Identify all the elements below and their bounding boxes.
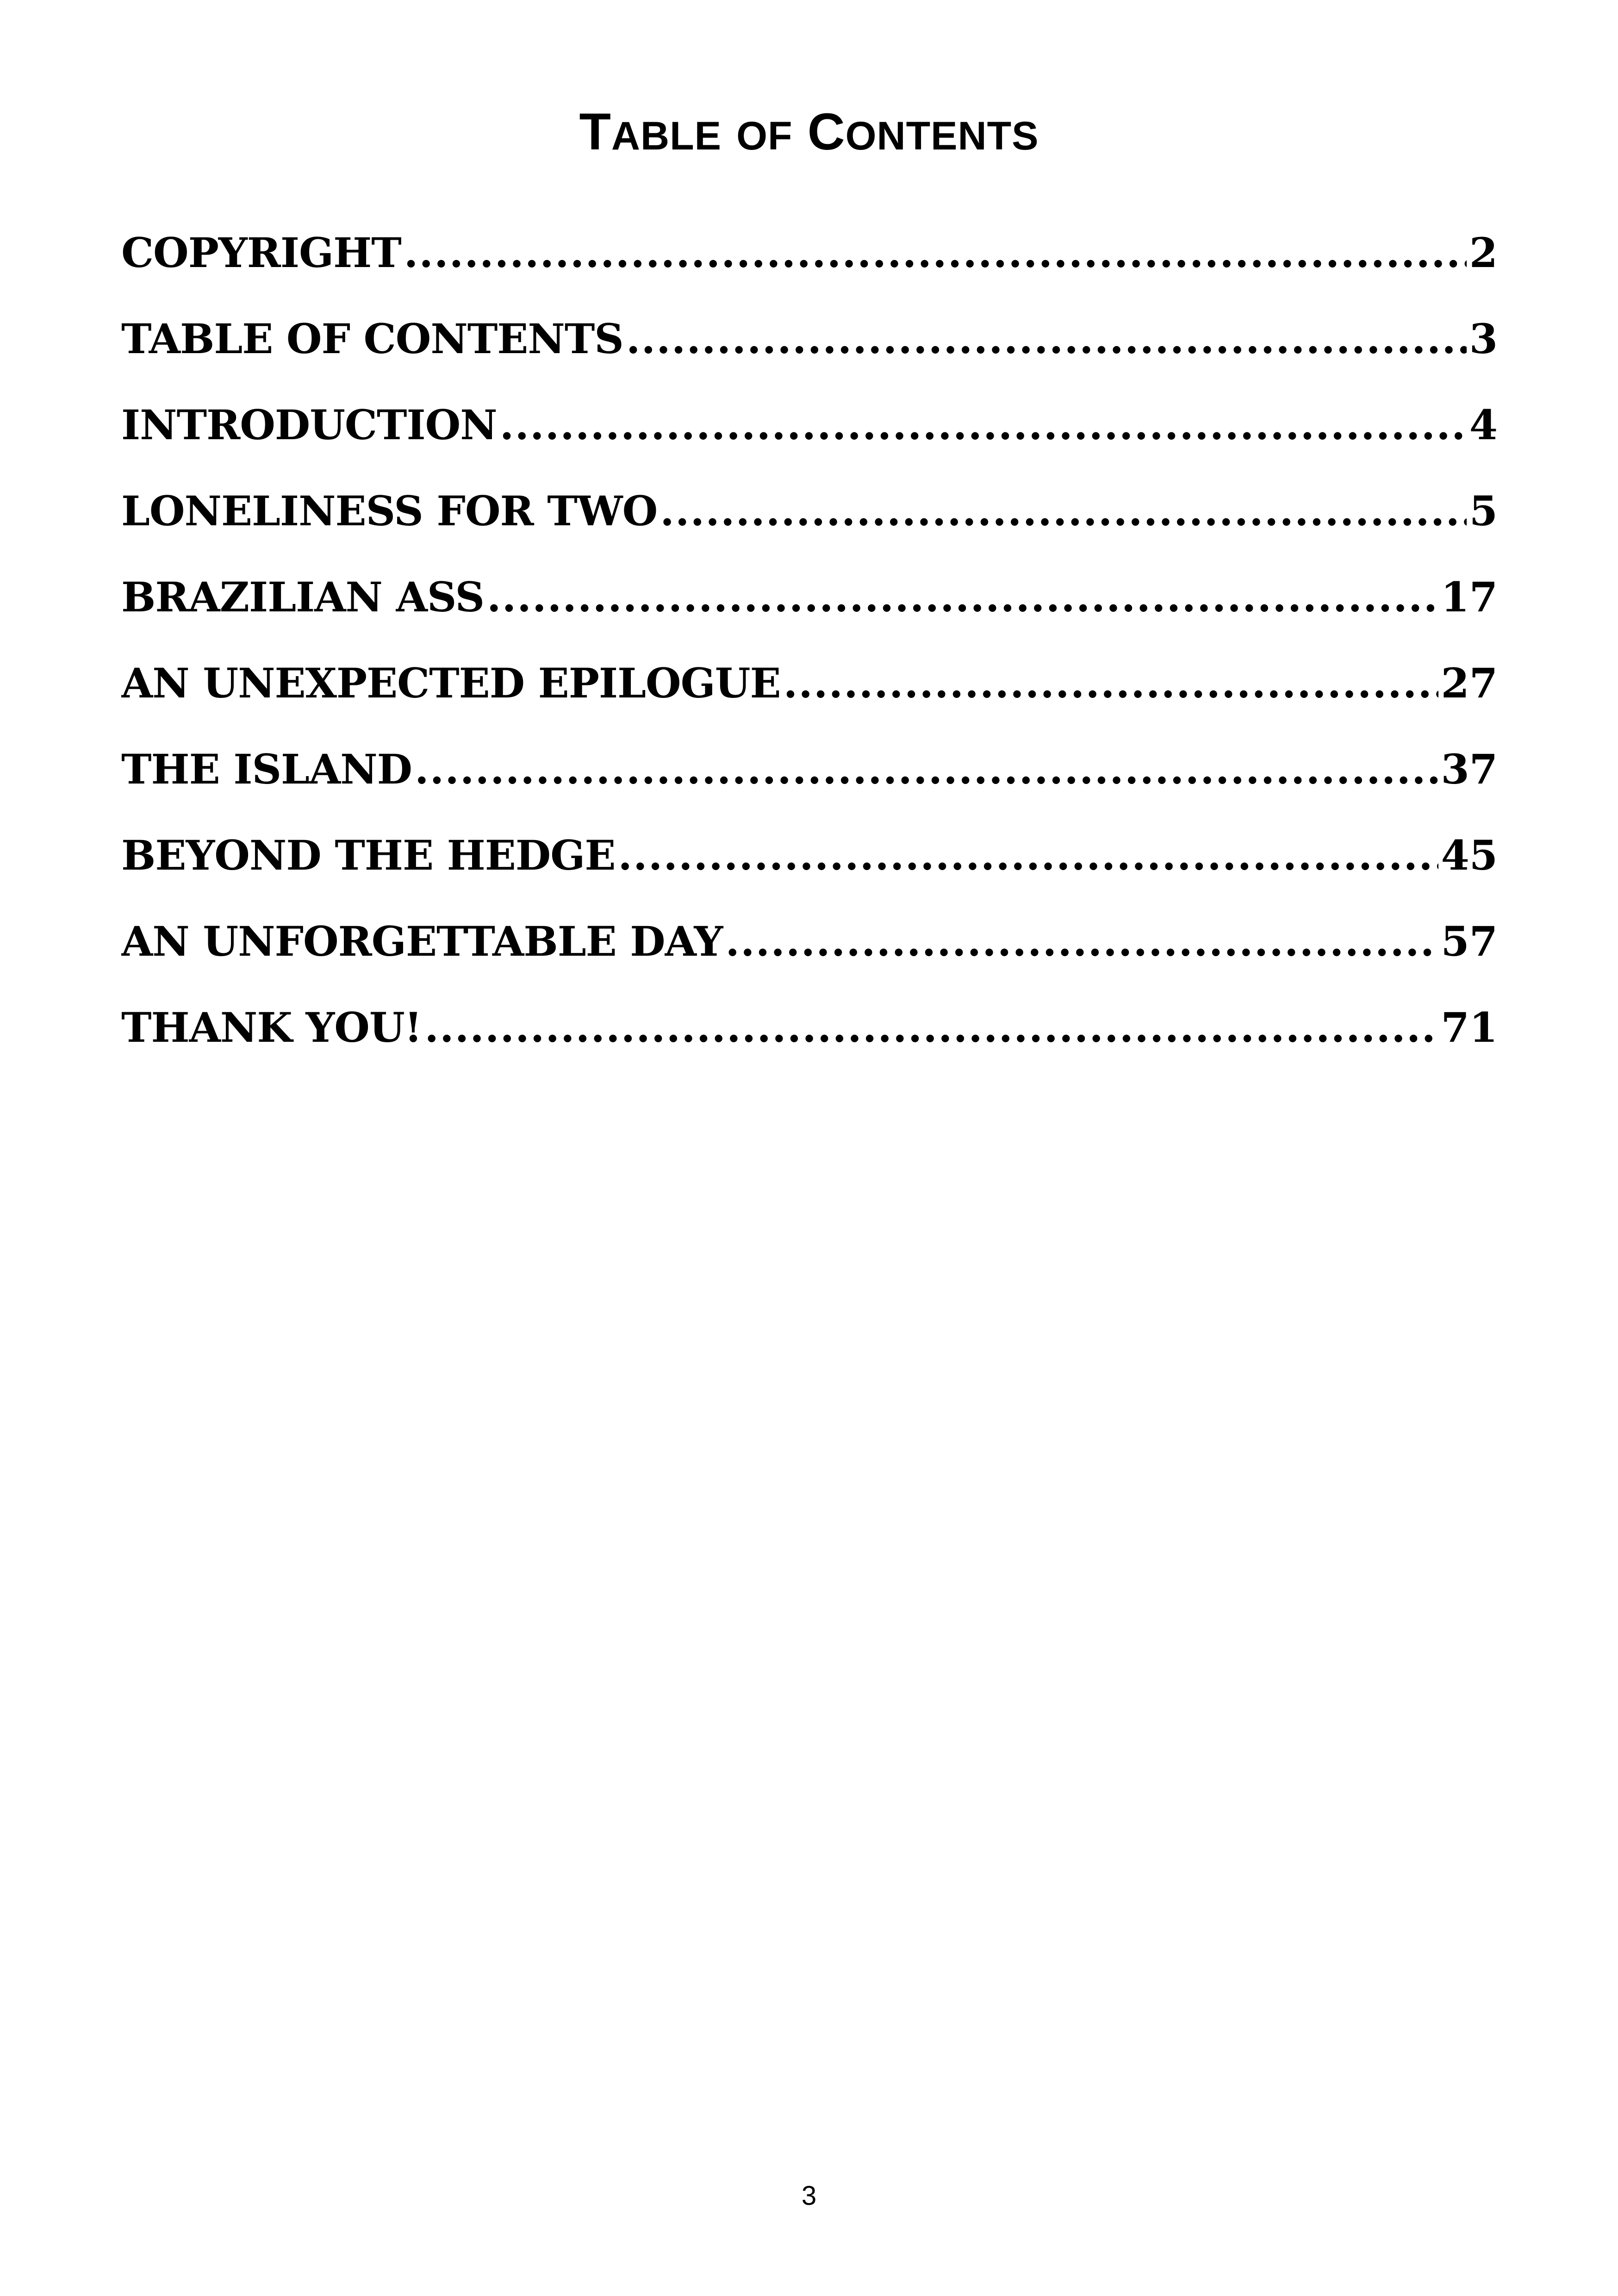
- toc-dot-leader: [404, 225, 1467, 280]
- toc-entry-title: BRAZILIAN ASS: [121, 573, 485, 621]
- toc-entry-title: LONELINESS FOR TWO: [121, 487, 658, 535]
- page-title: [0, 100, 1618, 168]
- title-word-table-rest: ABLE: [611, 114, 722, 158]
- toc-entry-title: TABLE OF CONTENTS: [121, 315, 623, 363]
- toc-dot-leader: [415, 741, 1438, 797]
- toc-entry-thank-you[interactable]: [121, 1000, 1498, 1086]
- toc-entry-introduction[interactable]: [121, 397, 1498, 483]
- toc-page-number: 3: [1469, 315, 1498, 363]
- toc-page-number: 2: [1469, 229, 1498, 277]
- title-initial-c: C: [807, 103, 846, 161]
- toc-entry-copyright[interactable]: [121, 225, 1498, 311]
- toc-dot-leader: [660, 483, 1466, 539]
- toc-page-number: 45: [1441, 831, 1498, 879]
- toc-dot-leader: [424, 1000, 1438, 1055]
- title-word-contents-rest: ONTENTS: [845, 114, 1039, 158]
- toc-entry-an-unexpected-epilogue[interactable]: [121, 655, 1498, 741]
- toc-page-number: 71: [1441, 1003, 1498, 1052]
- toc-dot-leader: [487, 569, 1438, 625]
- toc-entry-the-island[interactable]: [121, 741, 1498, 828]
- table-of-contents: [121, 225, 1498, 1086]
- toc-page-number: 37: [1441, 745, 1498, 793]
- toc-entry-table-of-contents[interactable]: [121, 311, 1498, 397]
- title-word-of: OF: [736, 114, 793, 158]
- toc-entry-title: COPYRIGHT: [121, 229, 401, 277]
- toc-entry-an-unforgettable-day[interactable]: [121, 914, 1498, 1000]
- toc-entry-title: AN UNEXPECTED EPILOGUE: [121, 659, 781, 707]
- toc-dot-leader: [626, 311, 1467, 367]
- toc-entry-loneliness-for-two[interactable]: [121, 483, 1498, 569]
- toc-page-number: 27: [1441, 659, 1498, 707]
- toc-page-number: 5: [1469, 487, 1498, 535]
- toc-dot-leader: [618, 828, 1438, 883]
- toc-entry-title: AN UNFORGETTABLE DAY: [121, 917, 723, 965]
- toc-dot-leader: [784, 655, 1438, 711]
- toc-entry-title: INTRODUCTION: [121, 401, 497, 449]
- toc-dot-leader: [500, 397, 1467, 453]
- toc-entry-title: THE ISLAND: [121, 745, 412, 793]
- toc-page-number: 17: [1441, 573, 1498, 621]
- toc-entry-title: THANK YOU!: [121, 1003, 422, 1052]
- toc-page-number: 57: [1441, 917, 1498, 965]
- toc-entry-brazilian-ass[interactable]: [121, 569, 1498, 655]
- title-initial-t: T: [579, 103, 611, 161]
- page-footer-number: 3: [801, 2181, 817, 2211]
- toc-page-number: 4: [1469, 401, 1498, 449]
- toc-dot-leader: [725, 914, 1438, 969]
- toc-entry-title: BEYOND THE HEDGE: [121, 831, 616, 879]
- toc-entry-beyond-the-hedge[interactable]: [121, 828, 1498, 914]
